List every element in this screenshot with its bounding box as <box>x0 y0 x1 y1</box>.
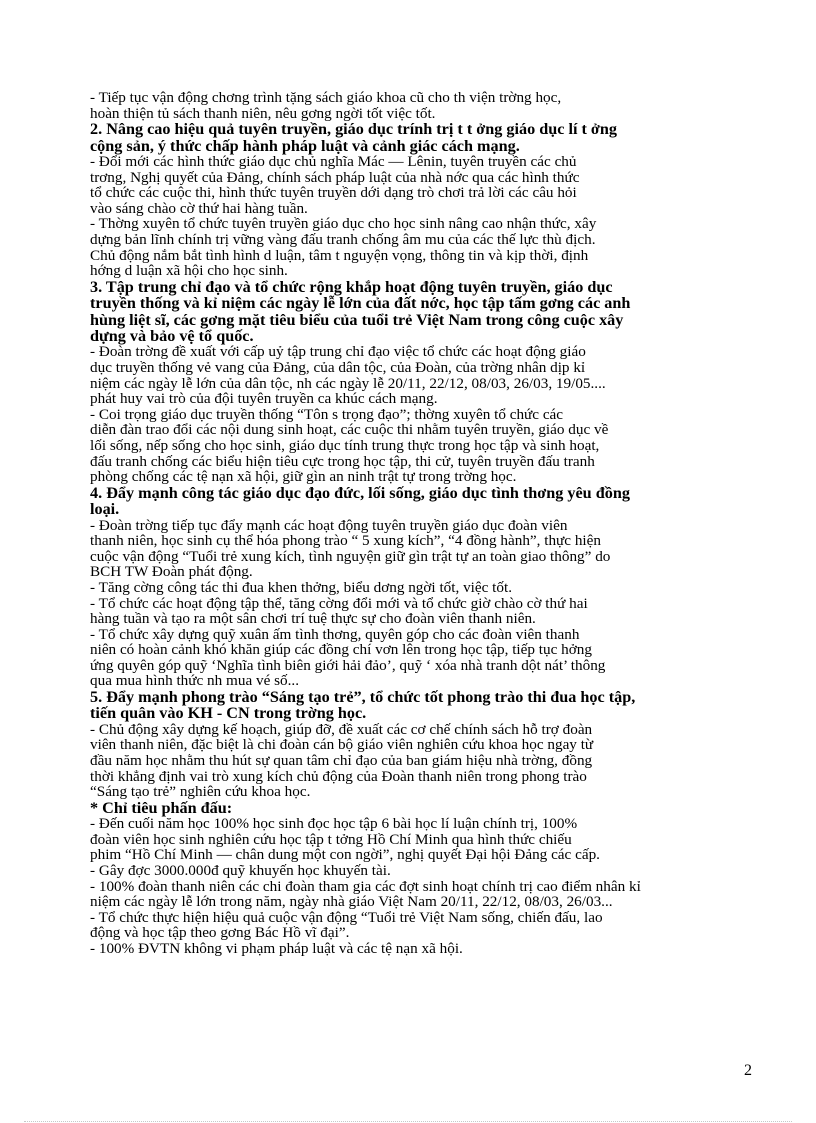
body-text-line: niệm các ngày lễ lớn trong năm, ngày nhà giáo Việt Nam 20/11, 22/12, 08/03, 26/03... <box>90 893 613 911</box>
document-body <box>90 90 752 957</box>
body-text-line: niệm các ngày lễ lớn của dân tộc, nh các ngày lễ 20/11, 22/12, 08/03, 26/03, 19/05.... <box>90 374 606 392</box>
body-text-line: - Tổ chức thực hiện hiệu quả cuộc vận động “Tuổi trẻ Việt Nam sống, chiến đấu, lao <box>90 908 603 926</box>
body-text-line: - Chủ động xây dựng kế hoạch, giúp đỡ, đề xuất các cơ chế chính sách hỗ trợ đoàn <box>90 720 593 738</box>
page-bottom-rule <box>24 1121 792 1122</box>
body-text-line: - Tăng cờng công tác thi đua khen thởng, biểu dơng ngời tốt, việc tốt. <box>90 578 512 596</box>
body-text-line: phát huy vai trò của đội tuyên truyền ca khúc cách mạng. <box>90 390 438 408</box>
body-text-line: hàng tuần và tạo ra một sân chơi trí tuệ thực sự cho đoàn viên thanh niên. <box>90 610 536 628</box>
body-text-line: thời khẳng định vai trò xung kích chủ động của Đoàn thanh niên trong phong trào <box>90 767 587 785</box>
page-number: 2 <box>744 1062 752 1079</box>
body-text-line: đầu năm học nhằm thu hút sự quan tâm chỉ đạo của ban giám hiệu nhà trờng, đồng <box>90 752 593 770</box>
body-text-line: hoàn thiện tủ sách thanh niên, nêu gơng ngời tốt việc tốt. <box>90 104 436 122</box>
section-heading-line: hùng liệt sĩ, các gơng mặt tiêu biểu của tuổi trẻ Việt Nam trong công cuộc xây <box>90 310 624 329</box>
section-heading-line: tiến quân vào KH - CN trong trờng học. <box>90 704 367 723</box>
body-text-line: động và học tập theo gơng Bác Hồ vĩ đại”. <box>90 924 350 942</box>
section-heading-line: loại. <box>90 500 120 519</box>
body-text-line: “Sáng tạo trẻ” nghiên cứu khoa học. <box>90 783 311 801</box>
body-text-line: - Tiếp tục vận động chơng trình tặng sách giáo khoa cũ cho th viện trờng học, <box>90 89 562 106</box>
body-text-line: phòng chống các tệ nạn xã hội, giữ gìn an ninh trật tự trong trờng học. <box>90 468 517 486</box>
body-text-line: cuộc vận động “Tuổi trẻ xung kích, tình nguyện giữ gìn trật tự an toàn giao thông” do <box>90 547 611 565</box>
body-text-line: qua mua hình thức nh mua vé số... <box>90 672 300 690</box>
section-heading-line: * Chỉ tiêu phấn đấu: <box>90 798 233 817</box>
body-text-line: - Đoàn trờng đề xuất với cấp uỷ tập trung chỉ đạo việc tổ chức các hoạt động giáo <box>90 343 586 361</box>
body-text-line: hớng d luận xã hội cho học sinh. <box>90 262 288 280</box>
body-text-line: Chủ động nắm bắt tình hình d luận, tâm t nguyện vọng, thông tin và kịp thời, định <box>90 246 589 264</box>
body-text-line: vào sáng chào cờ thứ hai hàng tuần. <box>90 199 308 217</box>
body-text-line: đấu tranh chống các biểu hiện tiêu cực trong học tập, thi cử, tuyên truyền đấu tranh <box>90 452 595 470</box>
section-heading-line: 2. Nâng cao hiệu quả tuyên truyền, giáo dục trính trị t t ởng giáo dục lí t ởng <box>90 120 617 139</box>
section-heading-line: 5. Đẩy mạnh phong trào “Sáng tạo trẻ”, tổ chức tốt phong trào thi đua học tập, <box>90 688 636 707</box>
body-text-line: - Đoàn trờng tiếp tục đẩy mạnh các hoạt động tuyên truyền giáo dục đoàn viên <box>90 516 568 534</box>
section-heading-line: dựng và bảo vệ tổ quốc. <box>90 326 254 345</box>
body-text-line: lối sống, nếp sống cho học sinh, giáo dục tính trung thực trong học tập và sinh hoạt, <box>90 436 600 454</box>
body-text-line: niên có hoàn cảnh khó khăn giúp các đồng chí vơn lên trong học tập, tiếp tục hởng <box>90 641 592 659</box>
body-text-line: - Tổ chức xây dựng quỹ xuân ấm tình thơng, quyên góp cho các đoàn viên thanh <box>90 625 580 643</box>
body-text-line: diễn đàn trao đổi các nội dung sinh hoạt, các cuộc thi nhằm tuyên truyền, giáo dục về <box>90 421 609 439</box>
body-text-line: phim “Hồ Chí Minh — chân dung một con ngời”, nghị quyết Đại hội Đảng các cấp. <box>90 846 600 864</box>
body-text-line: tổ chức các cuộc thi, hình thức tuyên truyền dới dạng trò chơi trả lời các câu hỏi <box>90 184 577 202</box>
section-heading-line: truyền thống và kỉ niệm các ngày lễ lớn của đất nớc, học tập tấm gơng các anh <box>90 294 631 313</box>
section-heading-line: 3. Tập trung chỉ đạo và tổ chức rộng khắp hoạt động tuyên truyền, giáo dục <box>90 277 613 296</box>
body-text-line: - Gây đợc 3000.000đ quỹ khuyến học khuyến tài. <box>90 862 391 880</box>
body-text-line: BCH TW Đoàn phát động. <box>90 563 253 581</box>
body-text-line: - 100% ĐVTN không vi phạm pháp luật và các tệ nạn xã hội. <box>90 940 463 957</box>
body-text-line: dục truyền thống vẻ vang của Đảng, của dân tộc, của Đoàn, của trờng nhân dịp kỉ <box>90 358 586 376</box>
body-text-line: - Tổ chức các hoạt động tập thể, tăng cờng đổi mới và tổ chức giờ chào cờ thứ hai <box>90 594 588 612</box>
body-text-line: đoàn viên học sinh nghiên cứu học tập t tởng Hồ Chí Minh qua hình thức chiếu <box>90 830 572 848</box>
body-text-line: ứng quyên góp quỹ ‘Nghĩa tình biên giới hải đảo’, quỹ ‘ xóa nhà tranh dột nát’ thông <box>90 656 606 674</box>
body-text-line: - Đến cuối năm học 100% học sinh đọc học tập 6 bài học lí luận chính trị, 100% <box>90 815 578 833</box>
body-text-line: - 100% đoàn thanh niên các chi đoàn tham gia các đợt sinh hoạt chính trị cao điểm nhân kỉ <box>90 877 641 895</box>
body-text-line: - Đổi mới các hình thức giáo dục chủ nghĩa Mác — Lênin, tuyên truyền các chủ <box>90 153 577 170</box>
section-heading-line: cộng sản, ý thức chấp hành pháp luật và cảnh giác cách mạng. <box>90 136 520 155</box>
body-text-line: - Thờng xuyên tổ chức tuyên truyền giáo dục cho học sinh nâng cao nhận thức, xây <box>90 215 597 233</box>
section-heading-line: 4. Đẩy mạnh công tác giáo dục đạo đức, lối sống, giáo dục tình thơng yêu đồng <box>90 483 630 502</box>
body-text-line: viên thanh niên, đặc biệt là chi đoàn cán bộ giáo viên nghiên cứu khoa học ngay từ <box>90 736 594 754</box>
body-text-line: - Coi trọng giáo dục truyền thống “Tôn s trọng đạo”; thờng xuyên tổ chức các <box>90 405 564 423</box>
body-text-line: thanh niên, học sinh cụ thể hóa phong trào “ 5 xung kích”, “4 đồng hành”, thực hiện <box>90 532 601 550</box>
body-text-line: dựng bản lĩnh chính trị vững vàng đấu tranh chống âm mu của các thế lực thù địch. <box>90 230 596 248</box>
body-text-line: trơng, Nghị quyết của Đảng, chính sách pháp luật của nhà nớc qua các hình thức <box>90 168 580 186</box>
